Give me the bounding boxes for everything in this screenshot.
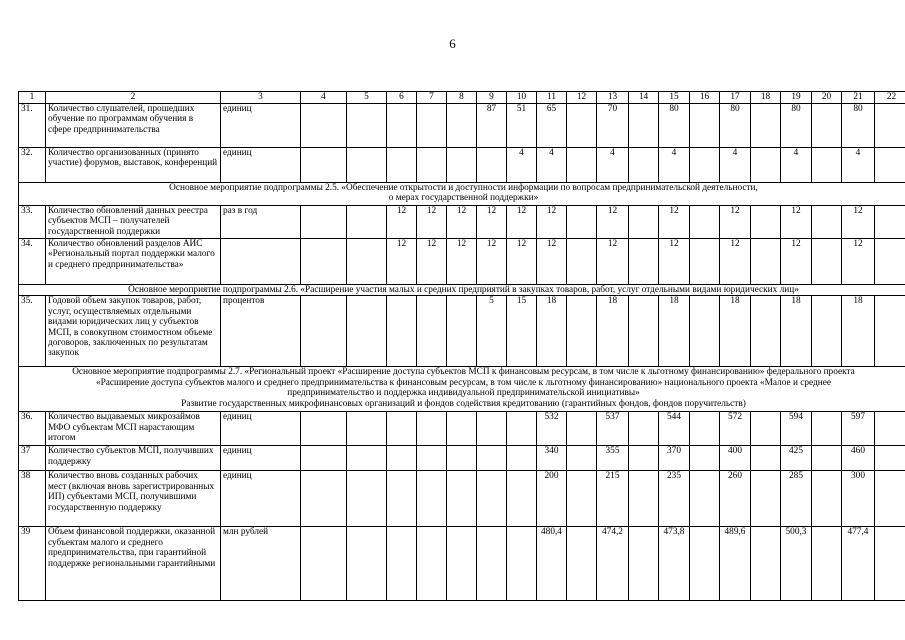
value-cell [629, 296, 659, 367]
table-row [19, 296, 905, 367]
value-cell: 425 [781, 446, 812, 471]
value-cell [301, 206, 347, 239]
value-cell: 400 [720, 446, 751, 471]
value-cell [690, 206, 720, 239]
value-cell [387, 148, 417, 183]
value-cell [347, 412, 387, 446]
value-cell: 12 [781, 239, 812, 285]
value-cell [751, 148, 781, 183]
value-cell: 12 [659, 239, 690, 285]
value-cell: 12 [417, 206, 447, 239]
value-cell: 51 [507, 104, 537, 148]
row-number: 39 [19, 527, 46, 601]
section-title-line: предпринимательство и поддержка индивидуальной предпринимательской инициативы» [287, 388, 640, 399]
unit-of-measure: раз в год [221, 206, 301, 239]
value-cell [567, 527, 597, 601]
section-row [19, 367, 905, 412]
value-cell: 235 [659, 471, 690, 527]
value-cell [629, 471, 659, 527]
value-cell [567, 104, 597, 148]
value-cell: 489,6 [720, 527, 751, 601]
value-cell [417, 446, 447, 471]
column-header: 10 [507, 92, 537, 104]
value-cell [567, 296, 597, 367]
unit-of-measure: единиц [221, 412, 301, 446]
row-number: 36. [19, 412, 46, 446]
value-cell [875, 412, 905, 446]
value-cell [387, 104, 417, 148]
value-cell [387, 412, 417, 446]
value-cell: 572 [720, 412, 751, 446]
value-cell: 4 [537, 148, 567, 183]
value-cell: 12 [537, 206, 567, 239]
value-cell: 473,8 [659, 527, 690, 601]
column-header: 2 [46, 92, 221, 104]
unit-of-measure [221, 239, 301, 285]
value-cell [477, 527, 507, 601]
value-cell [690, 104, 720, 148]
row-number: 35. [19, 296, 46, 367]
column-header: 8 [447, 92, 477, 104]
value-cell [629, 104, 659, 148]
table-row [19, 446, 905, 471]
value-cell: 300 [842, 471, 875, 527]
table-row [19, 206, 905, 239]
value-cell [875, 239, 905, 285]
value-cell [347, 296, 387, 367]
column-header: 16 [690, 92, 720, 104]
value-cell: 12 [447, 239, 477, 285]
value-cell: 12 [507, 206, 537, 239]
value-cell: 12 [447, 206, 477, 239]
value-cell [567, 239, 597, 285]
value-cell [301, 471, 347, 527]
value-cell [567, 446, 597, 471]
value-cell: 4 [659, 148, 690, 183]
value-cell: 544 [659, 412, 690, 446]
value-cell [301, 446, 347, 471]
column-header: 22 [875, 92, 905, 104]
value-cell [447, 471, 477, 527]
value-cell: 80 [720, 104, 751, 148]
value-cell [301, 296, 347, 367]
value-cell [477, 471, 507, 527]
value-cell [447, 296, 477, 367]
value-cell [507, 446, 537, 471]
section-title-line: Развитие государственных микрофинансовых организаций и фондов содействия кредитованию (гарантийных фондов, фондов поручительств) [181, 398, 746, 409]
table-row [19, 412, 905, 446]
value-cell: 12 [597, 206, 629, 239]
value-cell [875, 206, 905, 239]
value-cell: 480,4 [537, 527, 567, 601]
value-cell [812, 446, 842, 471]
value-cell: 18 [597, 296, 629, 367]
value-cell [812, 527, 842, 601]
value-cell: 594 [781, 412, 812, 446]
column-header: 3 [221, 92, 301, 104]
value-cell [567, 206, 597, 239]
section-row [19, 285, 905, 296]
value-cell [417, 412, 447, 446]
value-cell: 5 [477, 296, 507, 367]
value-cell [812, 412, 842, 446]
value-cell [751, 412, 781, 446]
value-cell: 18 [781, 296, 812, 367]
value-cell: 12 [537, 239, 567, 285]
value-cell: 80 [781, 104, 812, 148]
page-number: 6 [449, 36, 456, 51]
value-cell: 12 [507, 239, 537, 285]
value-cell [629, 527, 659, 601]
value-cell [629, 446, 659, 471]
table-row [19, 527, 905, 601]
value-cell [875, 527, 905, 601]
value-cell [751, 446, 781, 471]
value-cell [477, 148, 507, 183]
section-title-line: Основное мероприятие подпрограммы 2.5. «Обеспечение открытости и доступности информации по вопросам предпринимательской деятельности, [169, 183, 758, 193]
value-cell [417, 148, 447, 183]
value-cell [477, 412, 507, 446]
section-title-line: Основное мероприятие подпрограммы 2.7. «Региональный проект «Расширение доступа субъектов МСП к финансовым ресурсам, в том числе к льготному финансированию» федерального проекта [72, 367, 855, 378]
row-number: 38 [19, 471, 46, 527]
indicator-name: Количество слушателей, прошедших обучение по программам обучения в сфере предпринимательства [46, 104, 221, 148]
value-cell [387, 527, 417, 601]
value-cell: 12 [387, 239, 417, 285]
value-cell: 12 [781, 206, 812, 239]
value-cell [812, 239, 842, 285]
value-cell [447, 104, 477, 148]
indicator-name: Количество вновь созданных рабочих мест (включая вновь зарегистрированных ИП) субъектами МСП, получившими государственную поддержку [46, 471, 221, 527]
value-cell: 532 [537, 412, 567, 446]
indicator-name: Годовой объем закупок товаров, работ, услуг, осуществляемых отдельными видами юридических лиц у субъектов МСП, в совокупном стоимостном объеме договоров, заключенных по результатам закупок [46, 296, 221, 367]
value-cell: 18 [720, 296, 751, 367]
value-cell [875, 104, 905, 148]
value-cell [812, 148, 842, 183]
row-number: 32. [19, 148, 46, 183]
value-cell: 65 [537, 104, 567, 148]
value-cell: 260 [720, 471, 751, 527]
value-cell [447, 412, 477, 446]
value-cell [507, 527, 537, 601]
value-cell [507, 471, 537, 527]
indicator-name: Количество субъектов МСП, получивших поддержку [46, 446, 221, 471]
value-cell: 12 [597, 239, 629, 285]
row-number: 34. [19, 239, 46, 285]
section-title [19, 367, 905, 412]
value-cell: 4 [507, 148, 537, 183]
value-cell: 474,2 [597, 527, 629, 601]
indicator-name: Количество обновлений данных реестра субъектов МСП – получателей государственной поддержки [46, 206, 221, 239]
value-cell: 340 [537, 446, 567, 471]
value-cell: 87 [477, 104, 507, 148]
unit-of-measure: млн рублей [221, 527, 301, 601]
value-cell [301, 239, 347, 285]
value-cell: 12 [659, 206, 690, 239]
value-cell: 12 [720, 206, 751, 239]
unit-of-measure: единиц [221, 446, 301, 471]
value-cell [417, 527, 447, 601]
value-cell: 80 [842, 104, 875, 148]
value-cell [812, 206, 842, 239]
value-cell [447, 527, 477, 601]
value-cell [629, 206, 659, 239]
section-title [19, 183, 905, 206]
value-cell: 355 [597, 446, 629, 471]
column-header: 5 [347, 92, 387, 104]
value-cell: 597 [842, 412, 875, 446]
table-header-row [19, 92, 905, 104]
value-cell [629, 412, 659, 446]
value-cell: 477,4 [842, 527, 875, 601]
value-cell [301, 104, 347, 148]
value-cell [690, 148, 720, 183]
section-title [19, 285, 905, 296]
value-cell [629, 148, 659, 183]
value-cell [751, 527, 781, 601]
value-cell [875, 471, 905, 527]
row-number: 31. [19, 104, 46, 148]
section-title-line: Основное мероприятие подпрограммы 2.6. «Расширение участия малых и средних предприятий в закупках товаров, работ, услуг отдельными видами юридических лиц» [128, 285, 799, 295]
column-header: 15 [659, 92, 690, 104]
column-header: 17 [720, 92, 751, 104]
value-cell [629, 239, 659, 285]
section-title-line: «Расширение доступа субъектов малого и среднего предпринимательства к финансовым ресурсам, в том числе к льготному финансированию» национального проекта «Малое и среднее [95, 377, 832, 388]
table-row [19, 471, 905, 527]
value-cell [301, 527, 347, 601]
indicator-name: Объем финансовой поддержки, оказанной субъектам малого и среднего предпринимательства, при гарантийной поддержке региональными гарантийными [46, 527, 221, 601]
column-header: 9 [477, 92, 507, 104]
column-header: 7 [417, 92, 447, 104]
unit-of-measure: единиц [221, 471, 301, 527]
column-header: 20 [812, 92, 842, 104]
value-cell [347, 471, 387, 527]
section-row [19, 183, 905, 206]
column-header: 1 [19, 92, 46, 104]
unit-of-measure: процентов [221, 296, 301, 367]
table-row [19, 148, 905, 183]
table-row [19, 239, 905, 285]
value-cell: 4 [597, 148, 629, 183]
value-cell [417, 104, 447, 148]
value-cell [567, 471, 597, 527]
value-cell [417, 296, 447, 367]
value-cell: 215 [597, 471, 629, 527]
indicator-name: Количество организованных (принято участие) форумов, выставок, конференций [46, 148, 221, 183]
value-cell [477, 446, 507, 471]
indicators-table [18, 91, 905, 601]
value-cell [812, 296, 842, 367]
value-cell: 18 [842, 296, 875, 367]
value-cell: 500,3 [781, 527, 812, 601]
row-number: 33. [19, 206, 46, 239]
value-cell [690, 412, 720, 446]
column-header: 4 [301, 92, 347, 104]
value-cell: 200 [537, 471, 567, 527]
value-cell: 4 [720, 148, 751, 183]
indicator-name: Количество обновлений разделов АИС «Региональный портал поддержки малого и среднего предпринимательства» [46, 239, 221, 285]
column-header: 21 [842, 92, 875, 104]
value-cell [387, 296, 417, 367]
value-cell [751, 104, 781, 148]
value-cell [301, 148, 347, 183]
value-cell [751, 296, 781, 367]
value-cell [417, 471, 447, 527]
table-row [19, 104, 905, 148]
value-cell: 460 [842, 446, 875, 471]
value-cell [347, 206, 387, 239]
row-number: 37 [19, 446, 46, 471]
column-header: 11 [537, 92, 567, 104]
value-cell: 4 [842, 148, 875, 183]
unit-of-measure: единиц [221, 104, 301, 148]
value-cell [567, 148, 597, 183]
value-cell: 12 [477, 239, 507, 285]
value-cell [875, 296, 905, 367]
value-cell: 80 [659, 104, 690, 148]
value-cell: 18 [537, 296, 567, 367]
column-header: 13 [597, 92, 629, 104]
unit-of-measure: единиц [221, 148, 301, 183]
value-cell: 12 [842, 239, 875, 285]
value-cell [347, 104, 387, 148]
value-cell [751, 206, 781, 239]
value-cell [690, 527, 720, 601]
value-cell [301, 412, 347, 446]
value-cell [690, 239, 720, 285]
value-cell: 12 [720, 239, 751, 285]
value-cell [812, 471, 842, 527]
value-cell: 15 [507, 296, 537, 367]
value-cell [690, 296, 720, 367]
value-cell: 12 [387, 206, 417, 239]
column-header: 19 [781, 92, 812, 104]
value-cell [447, 148, 477, 183]
value-cell [567, 412, 597, 446]
value-cell [347, 527, 387, 601]
value-cell: 18 [659, 296, 690, 367]
value-cell [347, 148, 387, 183]
value-cell [507, 412, 537, 446]
value-cell [812, 104, 842, 148]
value-cell [347, 239, 387, 285]
column-header: 14 [629, 92, 659, 104]
value-cell [875, 446, 905, 471]
value-cell [690, 446, 720, 471]
value-cell: 70 [597, 104, 629, 148]
value-cell: 537 [597, 412, 629, 446]
section-title-line: о мерах государственной поддержки» [388, 193, 539, 204]
value-cell: 12 [417, 239, 447, 285]
value-cell [690, 471, 720, 527]
value-cell [751, 471, 781, 527]
value-cell: 12 [842, 206, 875, 239]
column-header: 18 [751, 92, 781, 104]
value-cell [751, 239, 781, 285]
column-header: 6 [387, 92, 417, 104]
value-cell [387, 471, 417, 527]
value-cell [447, 446, 477, 471]
column-header: 12 [567, 92, 597, 104]
indicator-name: Количество выдаваемых микрозаймов МФО субъектам МСП нарастающим итогом [46, 412, 221, 446]
value-cell [387, 446, 417, 471]
value-cell: 285 [781, 471, 812, 527]
value-cell [875, 148, 905, 183]
value-cell: 12 [477, 206, 507, 239]
value-cell: 370 [659, 446, 690, 471]
value-cell [347, 446, 387, 471]
value-cell: 4 [781, 148, 812, 183]
